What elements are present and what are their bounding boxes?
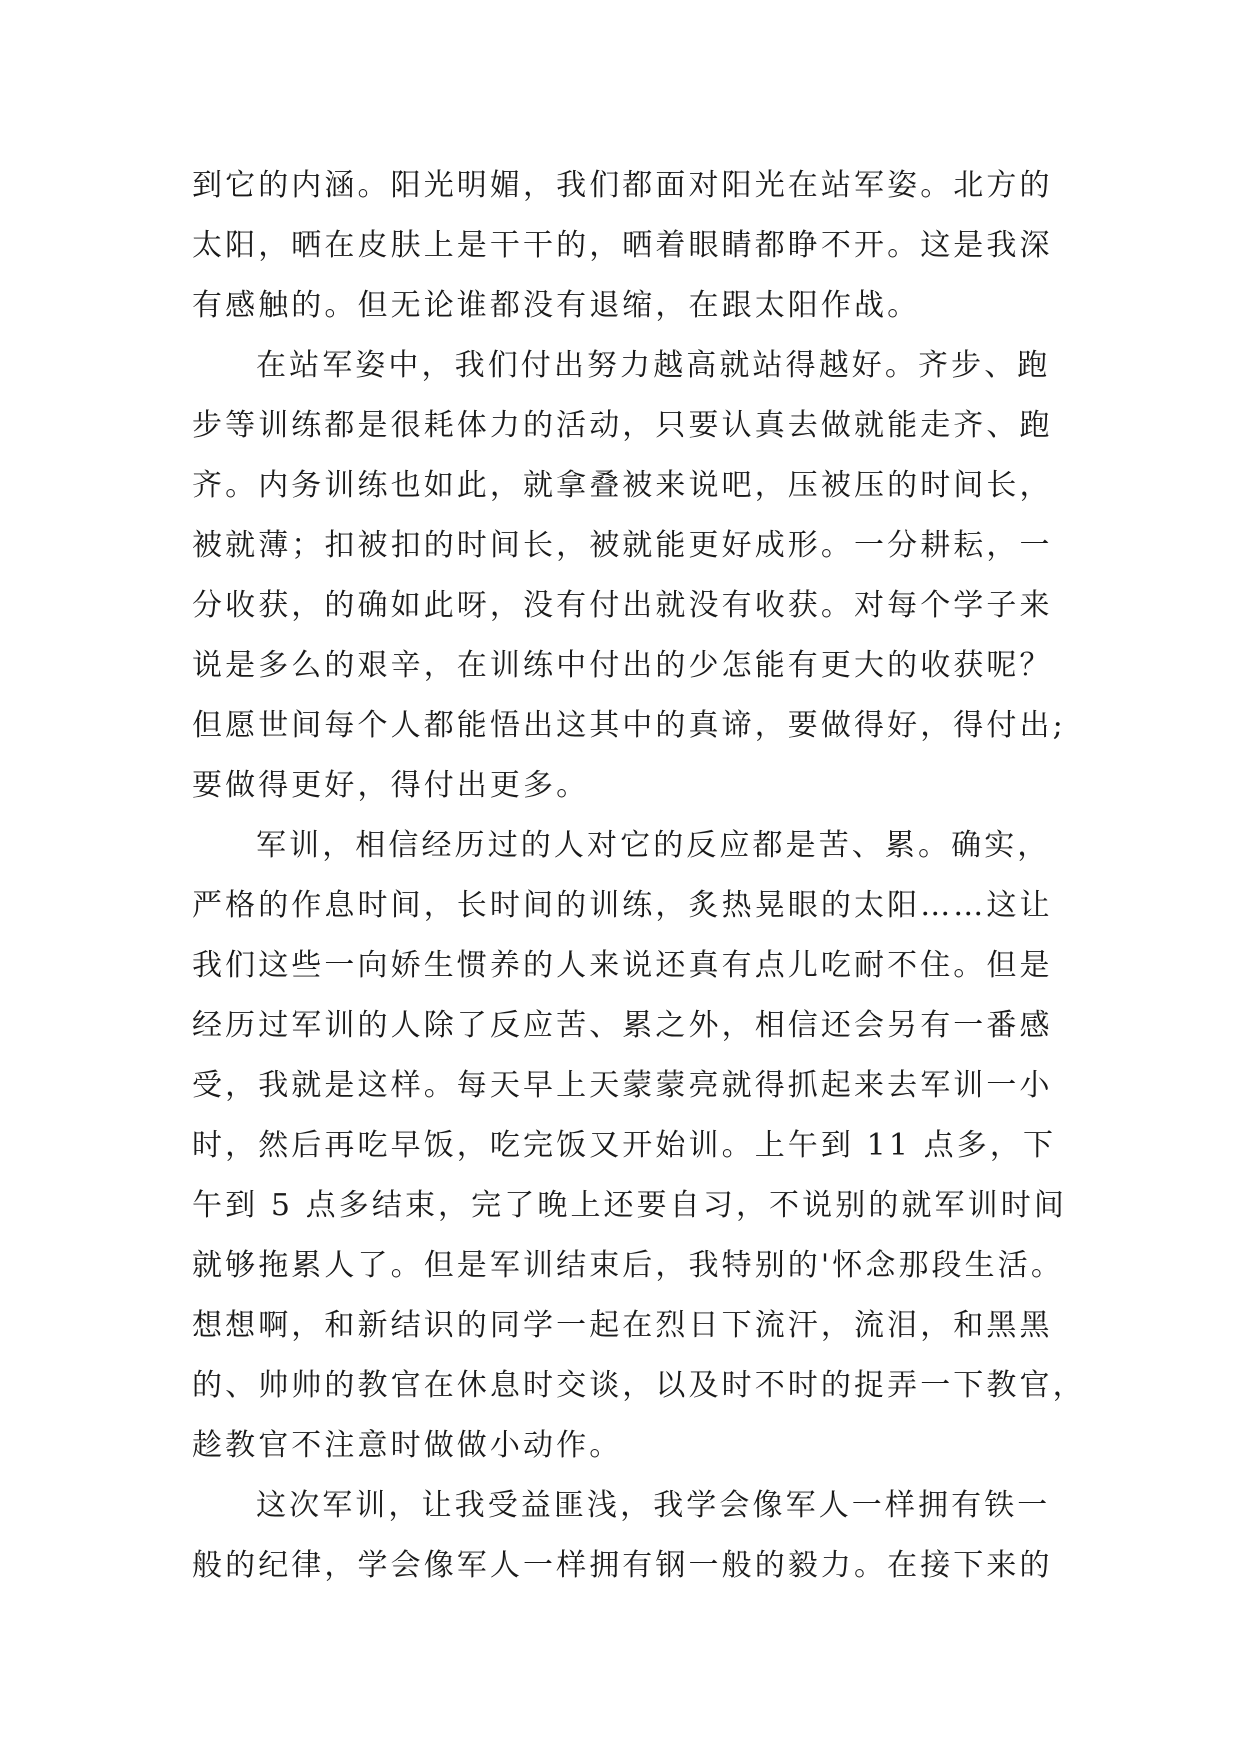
text-line: 我们这些一向娇生惯养的人来说还真有点儿吃耐不住。但是: [192, 948, 1053, 983]
text-line: 被就薄；扣被扣的时间长，被就能更好成形。一分耕耘，一: [192, 528, 1053, 563]
text-line: 时，然后再吃早饭，吃完饭又开始训。上午到 11 点多，下: [192, 1128, 1057, 1163]
text-line: 太阳，晒在皮肤上是干干的，晒着眼睛都睁不开。这是我深: [192, 228, 1053, 263]
text-line: 就够拖累人了。但是军训结束后，我特别的'怀念那段生活。: [192, 1248, 1064, 1283]
paragraph-2: [192, 336, 1066, 816]
text-line: 这次军训，让我受益匪浅，我学会像军人一样拥有铁一: [256, 1488, 1051, 1523]
paragraph-1: [192, 156, 1053, 336]
paragraph-3: [192, 816, 1086, 1476]
text-line: 军训，相信经历过的人对它的反应都是苦、累。确实，: [256, 828, 1051, 863]
text-line: 到它的内涵。阳光明媚，我们都面对阳光在站军姿。北方的: [192, 168, 1053, 203]
text-line: 想想啊，和新结识的同学一起在烈日下流汗，流泪，和黑黑: [192, 1308, 1053, 1343]
text-line: 的、帅帅的教官在休息时交谈，以及时不时的捉弄一下教官，: [192, 1368, 1086, 1403]
paragraph-4: [192, 1476, 1053, 1596]
text-line: 要做得更好，得付出更多。: [192, 768, 590, 803]
text-line: 分收获，的确如此呀，没有付出就没有收获。对每个学子来: [192, 588, 1053, 623]
text-line: 午到 5 点多结束，完了晚上还要自习，不说别的就军训时间: [192, 1188, 1067, 1223]
text-line: 说是多么的艰辛，在训练中付出的少怎能有更大的收获呢？: [192, 648, 1053, 683]
text-line: 步等训练都是很耗体力的活动，只要认真去做就能走齐、跑: [192, 408, 1053, 443]
text-line: 有感触的。但无论谁都没有退缩，在跟太阳作战。: [192, 288, 921, 323]
text-line: 但愿世间每个人都能悟出这其中的真谛，要做得好，得付出;: [192, 708, 1066, 743]
text-line: 严格的作息时间，长时间的训练，炙热晃眼的太阳……这让: [192, 888, 1053, 923]
document-body: [192, 156, 1086, 1596]
text-line: 齐。内务训练也如此，就拿叠被来说吧，压被压的时间长，: [192, 468, 1053, 503]
text-line: 受，我就是这样。每天早上天蒙蒙亮就得抓起来去军训一小: [192, 1068, 1053, 1103]
text-line: 在站军姿中，我们付出努力越高就站得越好。齐步、跑: [256, 348, 1051, 383]
text-line: 般的纪律，学会像军人一样拥有钢一般的毅力。在接下来的: [192, 1548, 1053, 1583]
text-line: 趁教官不注意时做做小动作。: [192, 1428, 623, 1463]
text-line: 经历过军训的人除了反应苦、累之外，相信还会另有一番感: [192, 1008, 1053, 1043]
